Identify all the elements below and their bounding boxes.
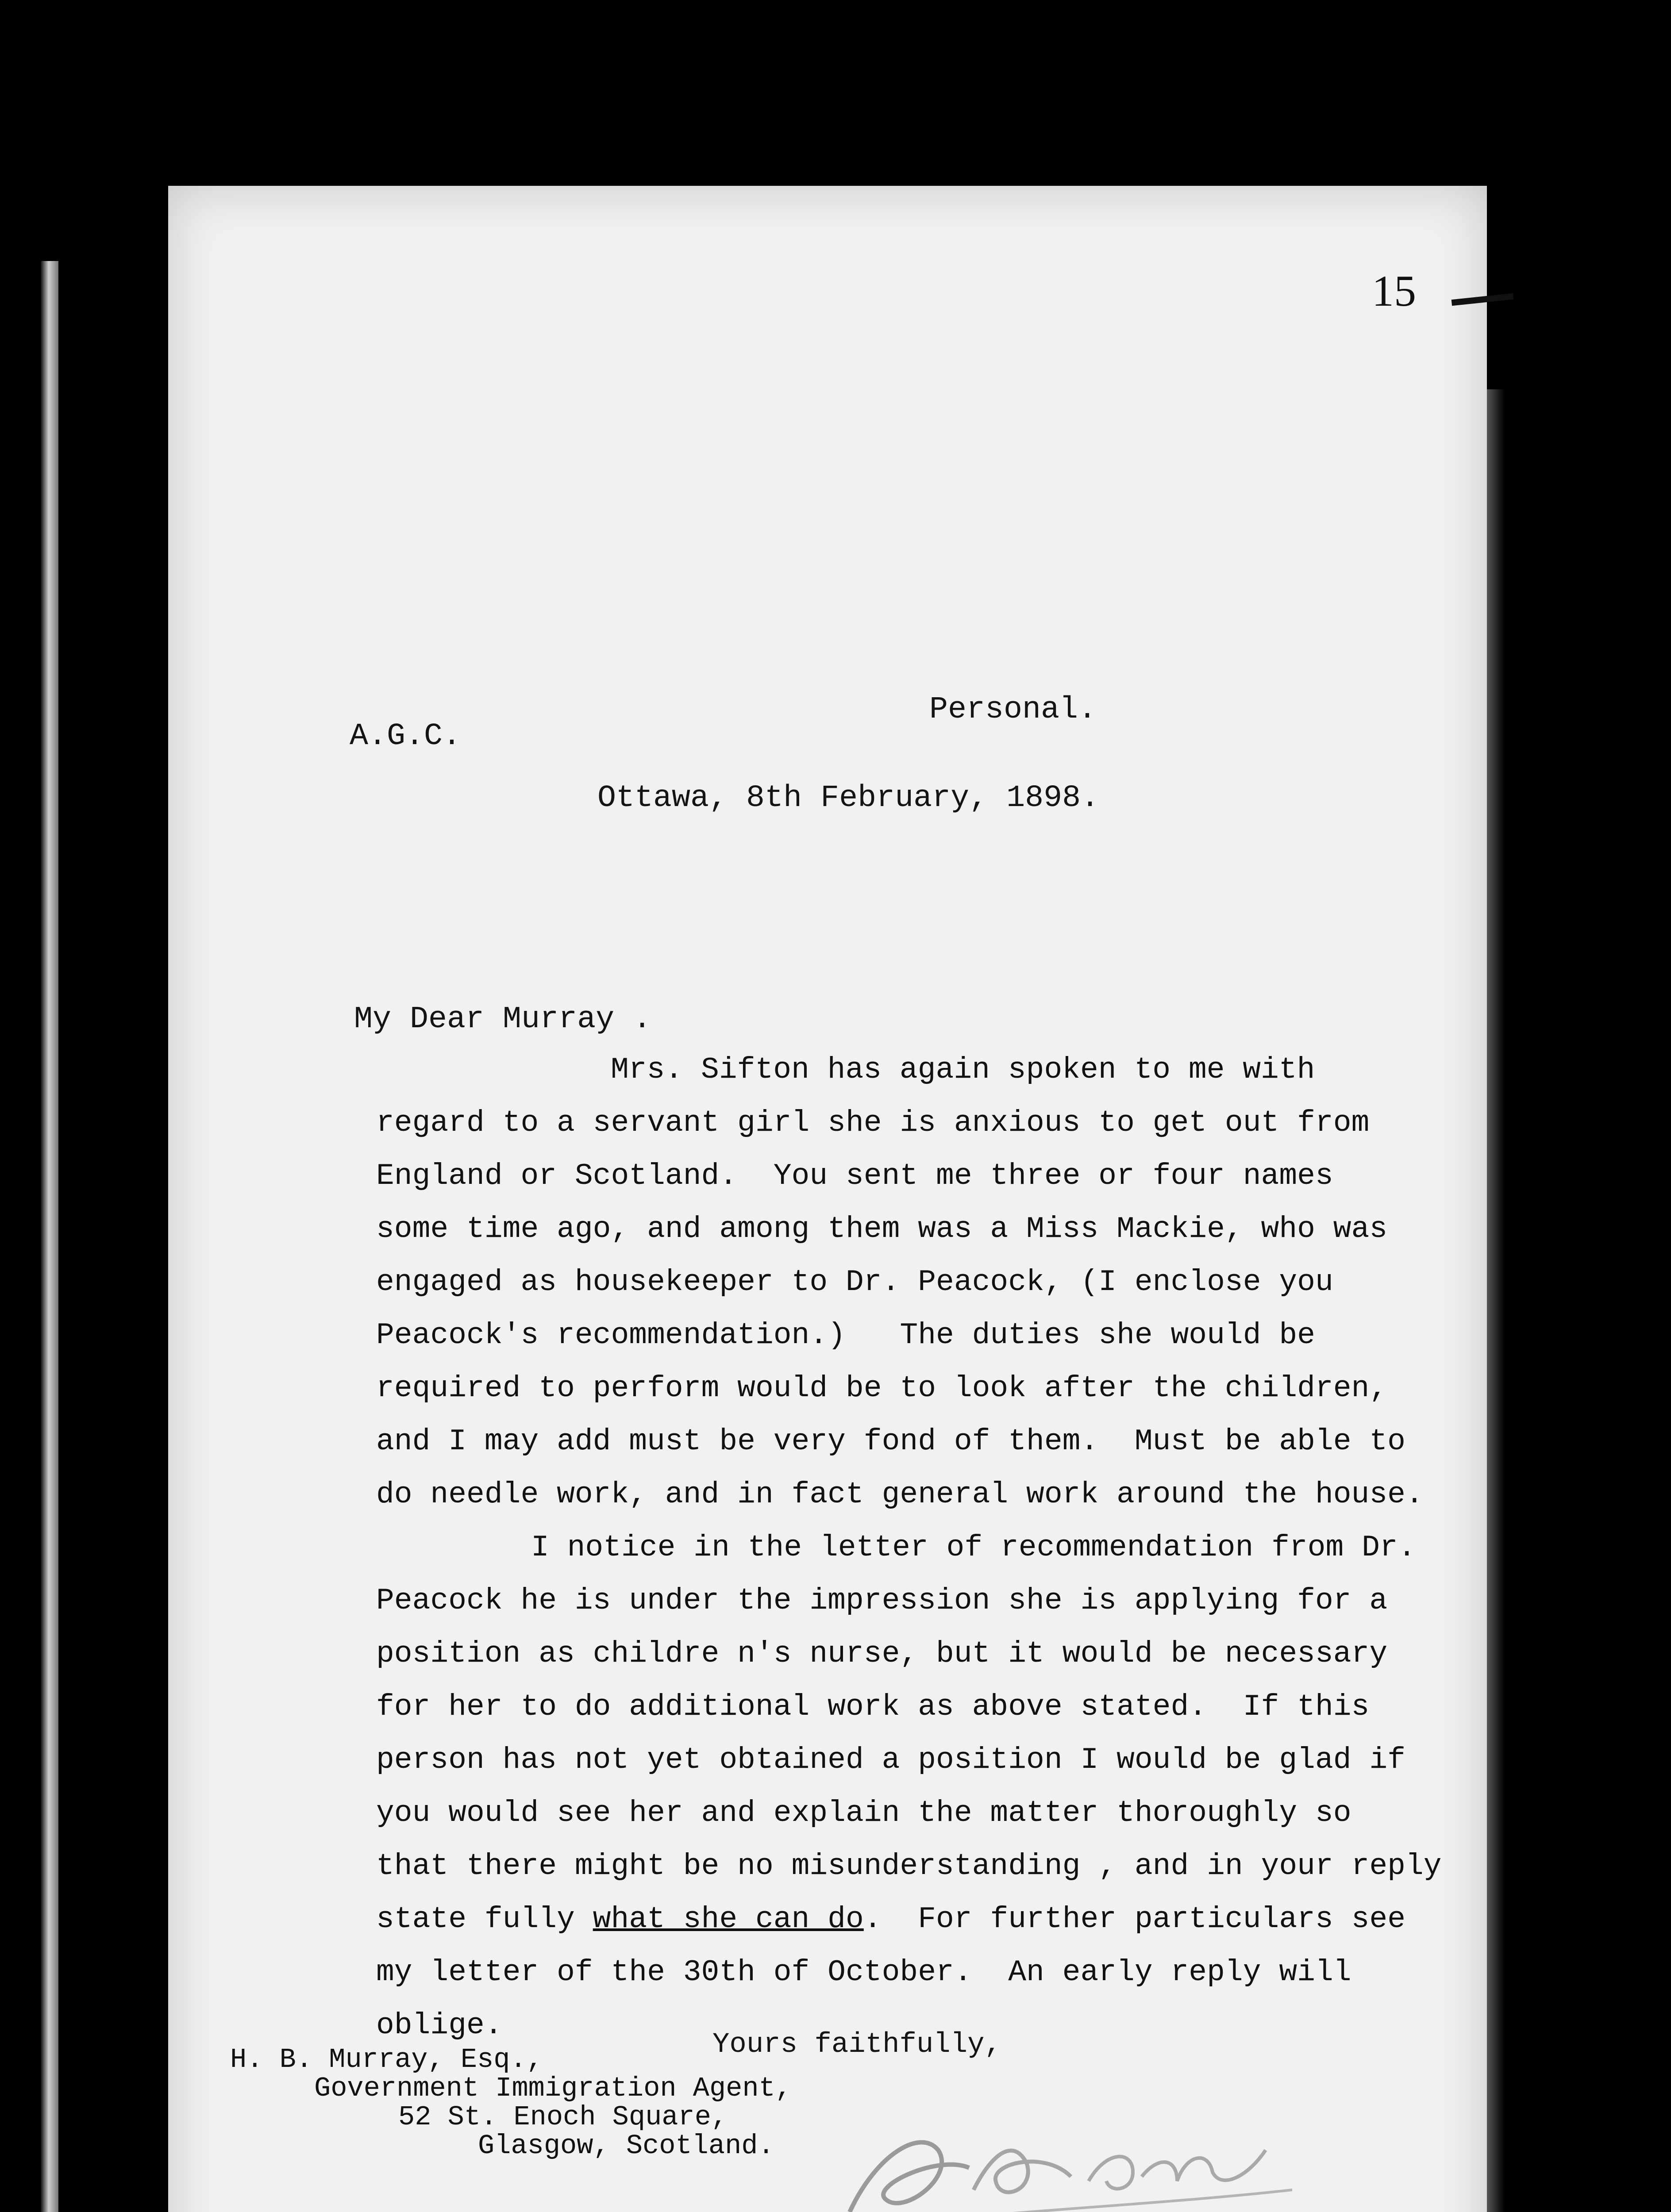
letter-line: Mrs. Sifton has again spoken to me with xyxy=(611,1053,1315,1087)
address-line: Glasgow, Scotland. xyxy=(478,2130,774,2162)
letter-line: required to perform would be to look after the children, xyxy=(376,1371,1388,1406)
letter-line: for her to do additional work as above stated. If this xyxy=(376,1690,1370,1724)
letter-text: . For further particulars see xyxy=(863,1902,1405,1936)
address-line: 52 St. Enoch Square, xyxy=(398,2101,728,2133)
letter-line: position as childre n's nurse, but it would be necessary xyxy=(376,1637,1388,1671)
salutation: My Dear Murray . xyxy=(354,1002,652,1037)
letter-line: regard to a servant girl she is anxious to get out from xyxy=(376,1106,1370,1140)
reference-initials: A.G.C. xyxy=(350,719,462,754)
personal-label: Personal. xyxy=(929,692,1097,727)
letter-line: that there might be no misunderstanding , and in your reply xyxy=(376,1849,1442,1883)
film-edge xyxy=(41,261,58,2212)
letter-page xyxy=(168,186,1487,2212)
closing: Yours faithfully, xyxy=(712,2029,1001,2061)
letter-line: Peacock he is under the impression she is applying for a xyxy=(376,1584,1388,1618)
folio-mark xyxy=(1452,293,1514,306)
letter-line: do needle work, and in fact general work around the house. xyxy=(376,1478,1424,1512)
letter-line: oblige. xyxy=(376,2008,503,2043)
letter-line: and I may add must be very fond of them. Must be able to xyxy=(376,1425,1405,1459)
letter-line: Peacock's recommendation.) The duties she would be xyxy=(376,1318,1315,1352)
folio-number: 15 xyxy=(1372,266,1416,315)
letter-line: I notice in the letter of recommendation from Dr. xyxy=(531,1531,1416,1565)
letter-line: my letter of the 30th of October. An early reply will xyxy=(376,1955,1351,1989)
letter-line: engaged as housekeeper to Dr. Peacock, (I enclose you xyxy=(376,1265,1333,1299)
letter-text: state fully xyxy=(376,1902,593,1936)
letter-line xyxy=(376,1902,1405,1936)
address-line: H. B. Murray, Esq., xyxy=(230,2044,543,2075)
letter-line: England or Scotland. You sent me three or four names xyxy=(376,1159,1333,1193)
letter-line: some time ago, and among them was a Miss Mackie, who was xyxy=(376,1212,1388,1246)
letter-line: person has not yet obtained a position I would be glad if xyxy=(376,1743,1405,1777)
date-line: Ottawa, 8th February, 1898. xyxy=(597,781,1100,816)
underlined-phrase: what she can do xyxy=(593,1902,864,1936)
letter-line: you would see her and explain the matter thoroughly so xyxy=(376,1796,1351,1830)
signature xyxy=(823,2101,1310,2212)
address-line: Government Immigration Agent, xyxy=(314,2073,792,2104)
